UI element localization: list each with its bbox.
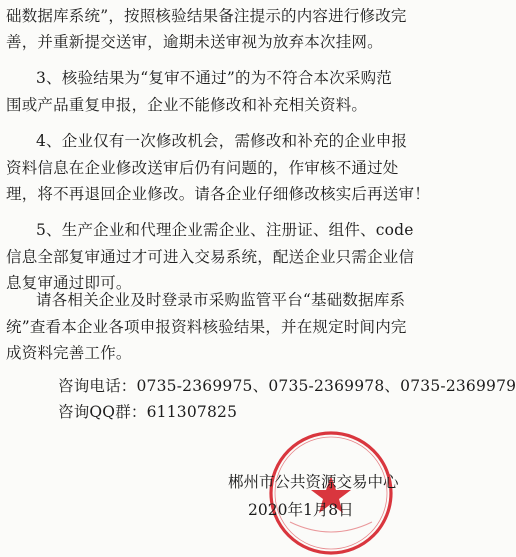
- qq-line: 咨询QQ群：611307825: [58, 403, 238, 421]
- paragraph-line: 息复审通过即可。: [6, 274, 132, 292]
- paragraph-line: 统”查看本企业各项申报资料核验结果，并在规定时间内完: [6, 318, 407, 336]
- paragraph-line: 5、生产企业和代理企业需企业、注册证、组件、code: [36, 221, 414, 239]
- paragraph-line: 础数据库系统”，按照核验结果备注提示的内容进行修改完: [6, 7, 407, 25]
- signature-org: 郴州市公共资源交易中心: [228, 473, 399, 491]
- paragraph-line: 信息全部复审通过才可进入交易系统，配送企业只需企业信: [6, 248, 415, 266]
- paragraph-line: 资料信息在企业修改送审后仍有问题的，作审核不通过处: [6, 159, 399, 177]
- paragraph-line: 4、企业仅有一次修改机会，需修改和补充的企业申报: [36, 132, 408, 150]
- paragraph-line: 成资料完善工作。: [6, 344, 132, 362]
- signature-date: 2020年1月8日: [248, 501, 354, 519]
- paragraph-line: 善，并重新提交送审，逾期未送审视为放弃本次挂网。: [6, 33, 383, 51]
- paragraph-line: 理，将不再退回企业修改。请各企业仔细修改核实后再送审！: [6, 185, 430, 203]
- phone-line: 咨询电话：0735-2369975、0735-2369978、0735-2369979: [58, 377, 516, 395]
- paragraph-line: 请各相关企业及时登录市采购监管平台“基础数据库系: [36, 291, 406, 309]
- official-seal-icon: [268, 430, 394, 556]
- paragraph-line: 3、核验结果为“复审不通过”的为不符合本次采购范: [36, 69, 393, 87]
- paragraph-line: 围或产品重复申报，企业不能修改和补充相关资料。: [6, 96, 368, 114]
